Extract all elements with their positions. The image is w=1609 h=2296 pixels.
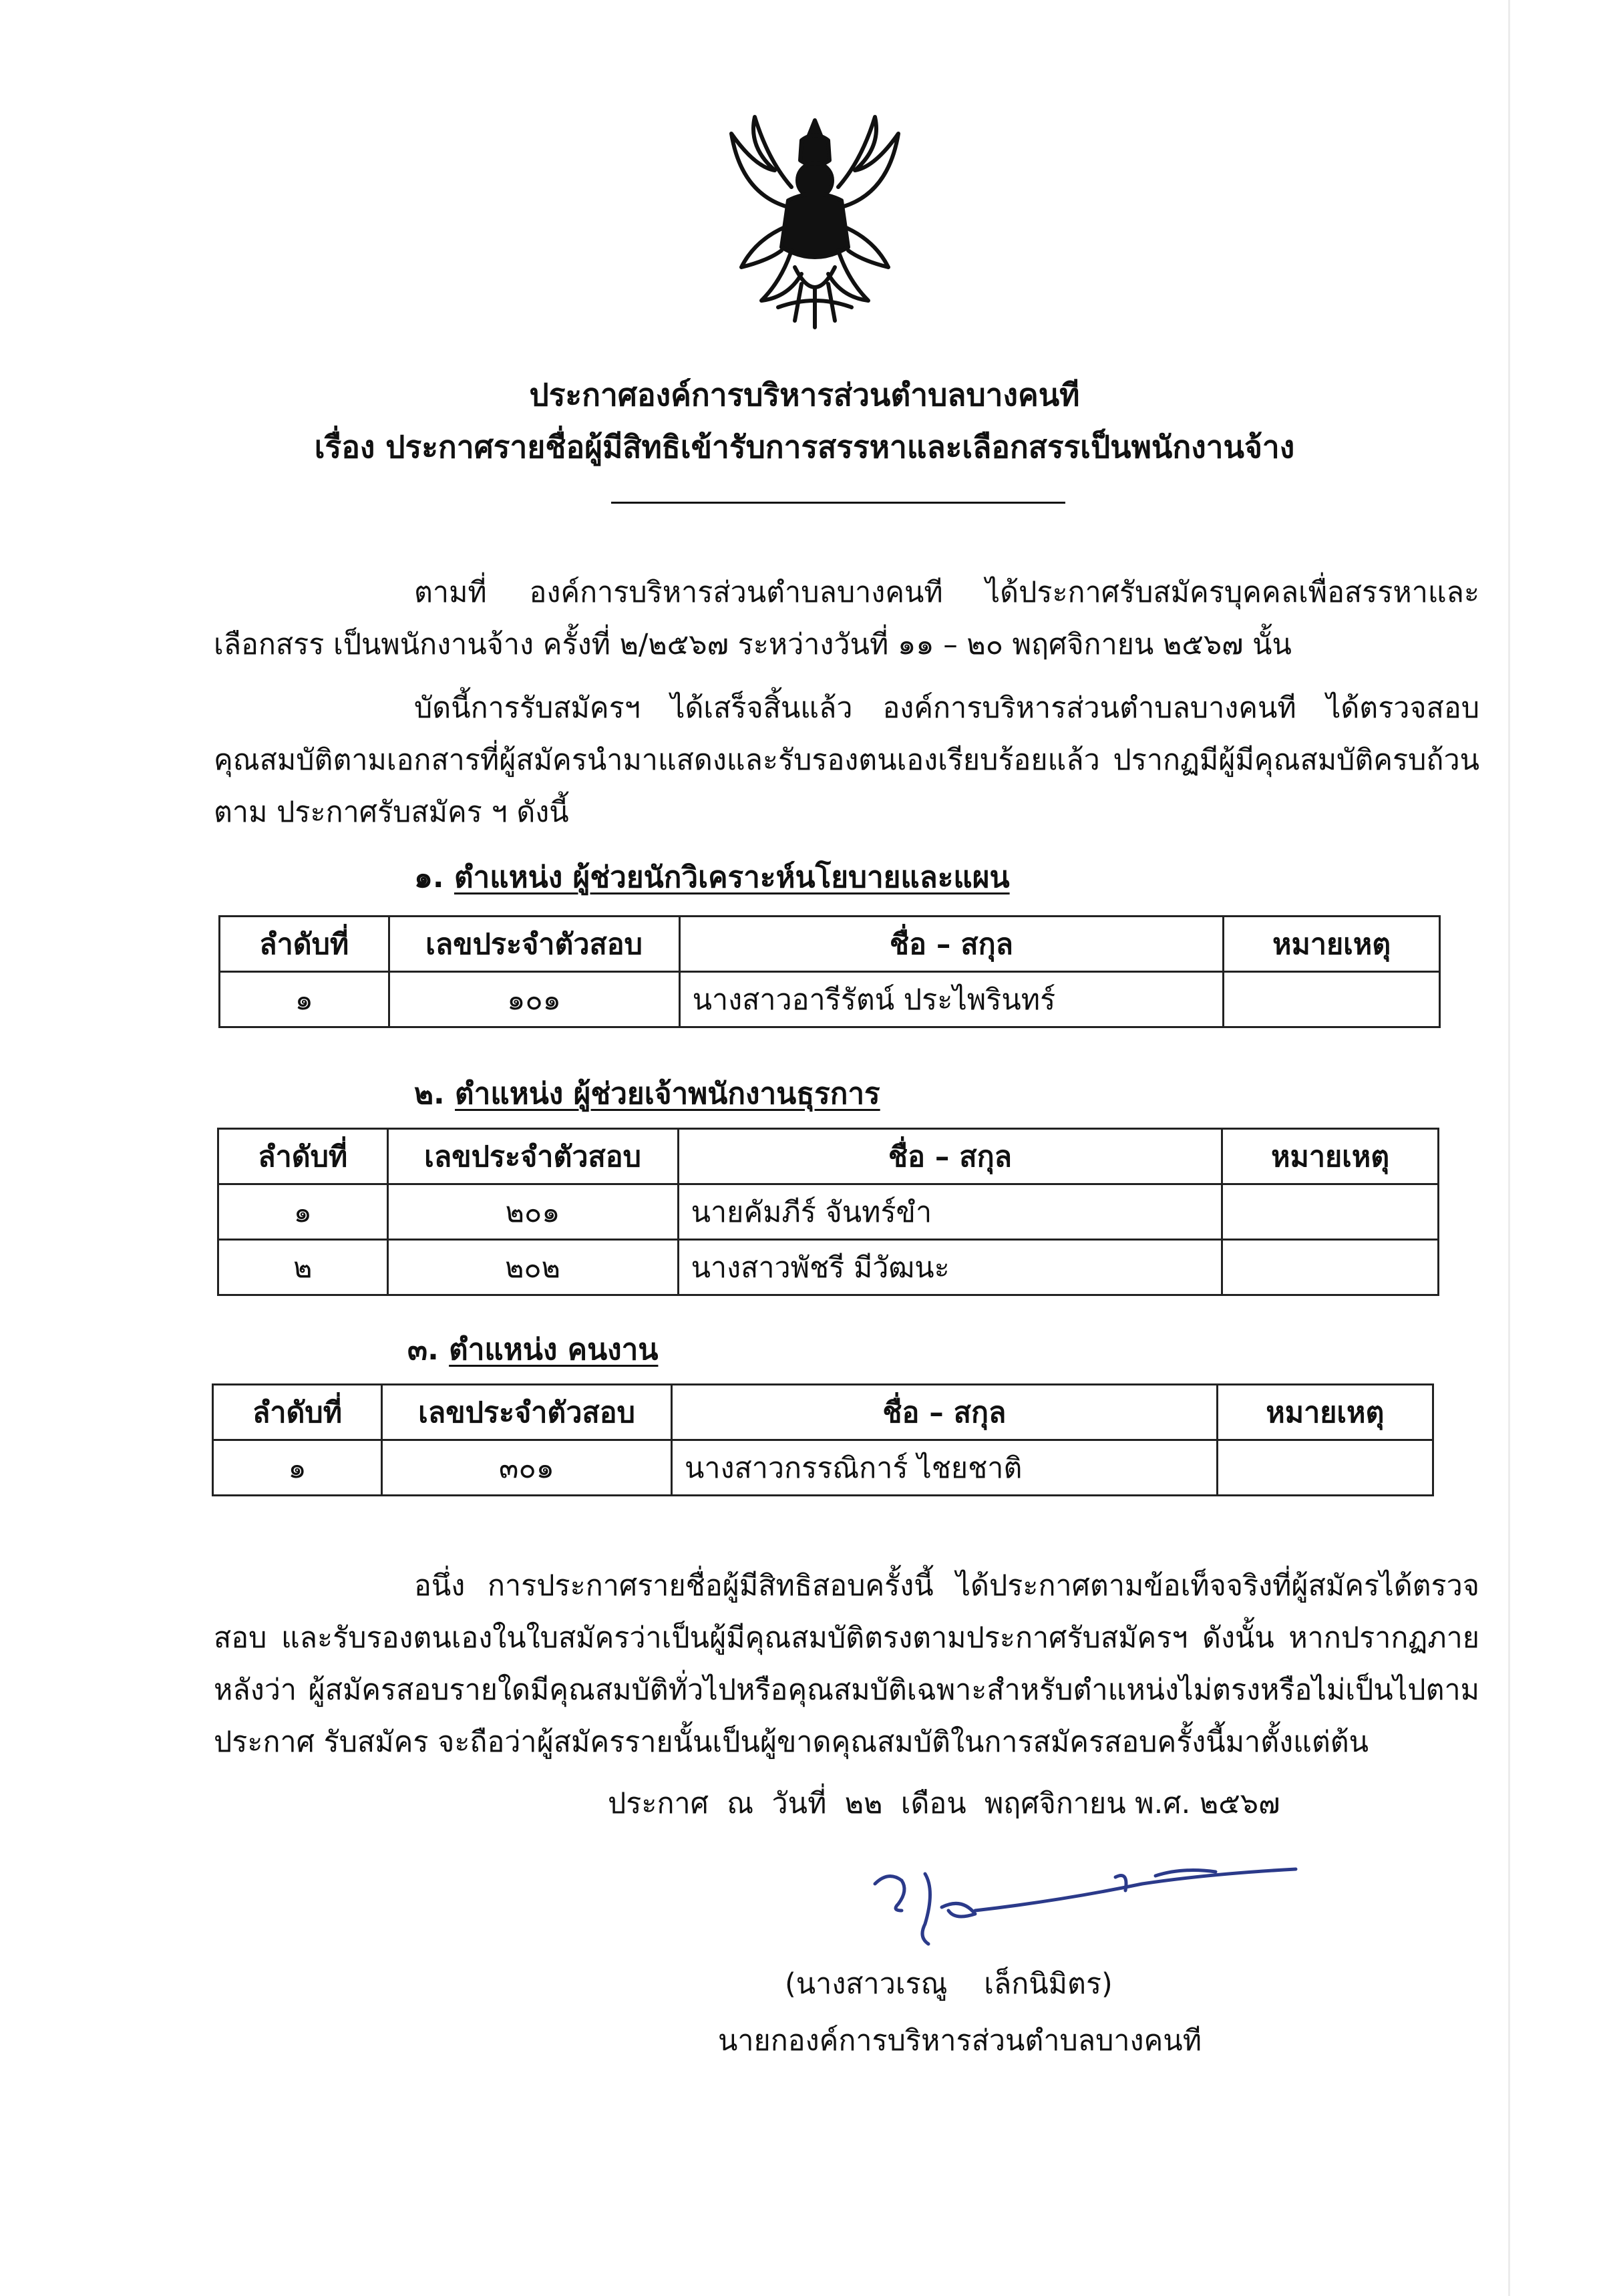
position-3-heading xyxy=(407,1326,658,1373)
disclaimer-paragraph-text: อนึ่ง การประกาศรายชื่อผู้มีสิทธิสอบครั้งนี้ ได้ประกาศตามข้อเท็จจริงที่ผู้สมัครได้ตรวจสอบ และรับรองตนเองในใบสมัครว่าเป็นผู้มีคุณสมบัติตรงตามประกาศรับสมัครฯ ดังนั้น หากปรากฏภายหลังว่า ผู้สมัครสอบรายใดมีคุณสมบัติทั่วไปหรือคุณสมบัติเฉพาะสำหรับตำแหน่งไม่ตรงหรือไม่เป็นไปตามประกาศ รับสมัคร จะถือว่าผู้สมัครรายนั้นเป็นผู้ขาดคุณสมบัติในการสมัครสอบครั้งนี้มาตั้งแต่ต้น xyxy=(214,1569,1479,1759)
position-3-table xyxy=(212,1383,1434,1496)
position-1-number: ๑. xyxy=(414,860,444,894)
cell-exam-id: ๑๐๑ xyxy=(389,972,679,1027)
header-exam-id: เลขประจำตัวสอบ xyxy=(387,1129,678,1184)
position-2-table xyxy=(217,1128,1439,1296)
title-underline-divider xyxy=(611,502,1065,504)
table-row xyxy=(220,972,1440,1027)
position-1-heading xyxy=(414,854,1010,900)
cell-order: ๑ xyxy=(218,1184,388,1240)
header-order: ลำดับที่ xyxy=(218,1129,388,1184)
position-3-number: ๓. xyxy=(407,1333,439,1367)
intro-paragraph xyxy=(214,566,1479,671)
header-exam-id: เลขประจำตัวสอบ xyxy=(389,917,679,972)
cell-remark xyxy=(1217,1440,1433,1496)
cell-remark xyxy=(1222,1240,1439,1295)
header-name: ชื่อ – สกุล xyxy=(679,917,1224,972)
garuda-emblem-icon xyxy=(715,107,915,334)
cell-exam-id: ๓๐๑ xyxy=(382,1440,672,1496)
table-row xyxy=(218,1184,1439,1240)
header-name: ชื่อ – สกุล xyxy=(678,1129,1222,1184)
signatory-name: (นางสาวเรณู เล็กนิมิตร) xyxy=(785,1967,1113,2001)
table-header-row xyxy=(220,917,1440,972)
position-3-title: ตำแหน่ง คนงาน xyxy=(449,1333,659,1367)
table-row xyxy=(213,1440,1433,1496)
table-row xyxy=(218,1240,1439,1295)
cell-order: ๑ xyxy=(213,1440,382,1496)
cell-exam-id: ๒๐๑ xyxy=(387,1184,678,1240)
position-1-table xyxy=(218,915,1441,1028)
position-2-title: ตำแหน่ง ผู้ช่วยเจ้าพนักงานธุรการ xyxy=(455,1077,880,1111)
cell-name: นางสาวอารีรัตน์ ประไพรินทร์ xyxy=(679,972,1224,1027)
disclaimer-paragraph xyxy=(214,1560,1479,1768)
header-order: ลำดับที่ xyxy=(220,917,389,972)
cell-order: ๒ xyxy=(218,1240,388,1295)
cell-remark xyxy=(1222,1184,1439,1240)
document-title: ประกาศองค์การบริหารส่วนตำบลบางคนที xyxy=(529,377,1080,413)
position-2-heading xyxy=(414,1070,880,1117)
intro-paragraph-text: ตามที่ องค์การบริหารส่วนตำบลบางคนที ได้ประกาศรับสมัครบุคคลเพื่อสรรหาและเลือกสรร เป็นพนักงานจ้าง ครั้งที่ ๒/๒๕๖๗ ระหว่างวันที่ ๑๑ – ๒๐ พฤศจิกายน ๒๕๖๗ นั้น xyxy=(214,576,1479,661)
header-order: ลำดับที่ xyxy=(213,1385,382,1440)
cell-order: ๑ xyxy=(220,972,389,1027)
table-header-row xyxy=(213,1385,1433,1440)
table-header-row xyxy=(218,1129,1439,1184)
document-subject: เรื่อง ประกาศรายชื่อผู้มีสิทธิเข้ารับการสรรหาและเลือกสรรเป็นพนักงานจ้าง xyxy=(314,429,1295,465)
header-remark: หมายเหตุ xyxy=(1217,1385,1433,1440)
position-1-title: ตำแหน่ง ผู้ช่วยนักวิเคราะห์นโยบายและแผน xyxy=(454,860,1010,894)
signatory-title: นายกองค์การบริหารส่วนตำบลบางคนที xyxy=(718,2024,1202,2058)
cell-name: นางสาวพัชรี มีวัฒนะ xyxy=(678,1240,1222,1295)
cell-name: นายคัมภีร์ จันทร์ขำ xyxy=(678,1184,1222,1240)
status-paragraph-text: บัดนี้การรับสมัครฯ ได้เสร็จสิ้นแล้ว องค์การบริหารส่วนตำบลบางคนที ได้ตรวจสอบ คุณสมบัติตามเอกสารที่ผู้สมัครนำมาแสดงและรับรองตนเองเรียบร้อยแล้ว ปรากฏมีผู้มีคุณสมบัติครบถ้วนตาม ประกาศรับสมัคร ฯ ดังนี้ xyxy=(214,691,1479,829)
header-remark: หมายเหตุ xyxy=(1224,917,1440,972)
header-exam-id: เลขประจำตัวสอบ xyxy=(382,1385,672,1440)
handwritten-signature xyxy=(862,1844,1316,1951)
cell-exam-id: ๒๐๒ xyxy=(387,1240,678,1295)
header-name: ชื่อ – สกุล xyxy=(671,1385,1217,1440)
cell-remark xyxy=(1224,972,1440,1027)
page-edge-line xyxy=(1508,0,1510,2296)
announcement-date: ประกาศ ณ วันที่ ๒๒ เดือน พฤศจิกายน พ.ศ. ๒๕๖๗ xyxy=(608,1787,1280,1820)
cell-name: นางสาวกรรณิการ์ ไชยชาติ xyxy=(671,1440,1217,1496)
header-remark: หมายเหตุ xyxy=(1222,1129,1439,1184)
position-2-number: ๒. xyxy=(414,1077,445,1111)
status-paragraph xyxy=(214,682,1479,838)
